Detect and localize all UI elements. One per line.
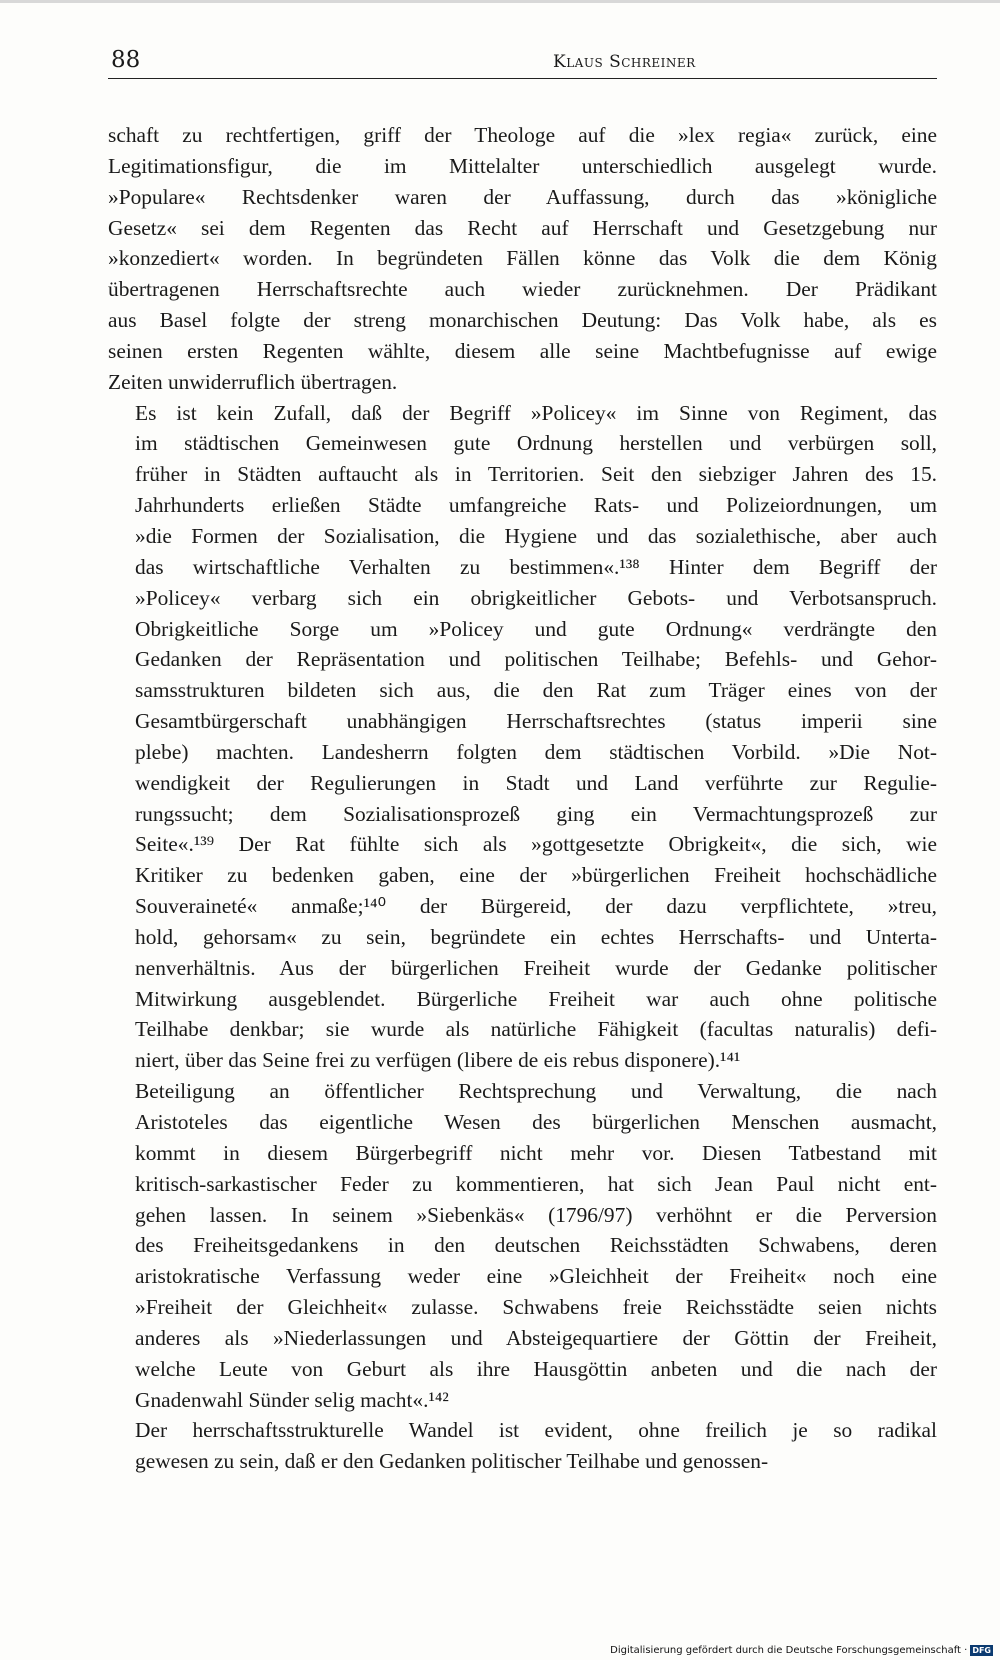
text-line: aristokratische Verfassung weder eine »Gleichheit der Freiheit« noch eine (135, 1264, 937, 1289)
text-line: Mitwirkung ausgeblendet. Bürgerliche Freiheit war auch ohne politische (135, 986, 937, 1011)
text-line: nenverhältnis. Aus der bürgerlichen Freiheit wurde der Gedanke politischer (135, 955, 937, 980)
text-line: hold, gehorsam« zu sein, begründete ein echtes Herrschafts- und Unterta- (135, 924, 937, 949)
text-line: Kritiker zu bedenken gaben, eine der »bürgerlichen Freiheit hochschädliche (135, 863, 937, 888)
body-text (108, 120, 937, 1477)
text-line: samsstrukturen bildeten sich aus, die den Rat zum Träger eines von der (135, 678, 937, 703)
text-line: schaft zu rechtfertigen, griff der Theologe auf die »lex regia« zurück, eine (108, 123, 937, 147)
footer-text: Digitalisierung gefördert durch die Deutsche Forschungsgemeinschaft · (610, 1645, 968, 1656)
text-line: wendigkeit der Regulierungen in Stadt und Land verführte zur Regulie- (135, 770, 937, 795)
text-line: »Freiheit der Gleichheit« zulasse. Schwabens freie Reichsstädte seien nichts (135, 1295, 937, 1320)
text-line: anderes als »Niederlassungen und Absteigequartiere der Göttin der Freiheit, (135, 1325, 937, 1350)
digitization-footer (595, 1644, 993, 1658)
running-head: Klaus Schreiner (553, 52, 696, 72)
paragraph (108, 398, 937, 1077)
paragraph (108, 1076, 937, 1415)
text-line: Gesamtbürgerschaft unabhängigen Herrschaftsrechtes (status imperii sine (135, 709, 937, 734)
text-line: »Policey« verbarg sich ein obrigkeitlicher Gebots- und Verbotsanspruch. (135, 585, 937, 610)
text-line: Legitimationsfigur, die im Mittelalter unterschiedlich ausgelegt wurde. (108, 153, 937, 178)
paragraph (108, 1415, 937, 1477)
text-line: Obrigkeitliche Sorge um »Policey und gute Ordnung« verdrängte den (135, 616, 937, 641)
text-line: seinen ersten Regenten wählte, diesem alle seine Machtbefugnisse auf ewige (108, 338, 937, 363)
text-line: Gesetz« sei dem Regenten das Recht auf Herrschaft und Gesetzgebung nur (108, 215, 937, 240)
text-line: »Populare« Rechtsdenker waren der Auffassung, durch das »königliche (108, 184, 937, 209)
text-line: übertragenen Herrschaftsrechte auch wieder zurücknehmen. Der Prädikant (108, 277, 937, 302)
text-line: Jahrhunderts erließen Städte umfangreiche Rats- und Polizeiordnungen, um (135, 493, 937, 518)
text-line: früher in Städten auftaucht als in Territorien. Seit den siebziger Jahren des 15. (135, 462, 937, 487)
text-line: Gedanken der Repräsentation und politischen Teilhabe; Befehls- und Gehor- (135, 647, 937, 672)
text-line: kritisch-sarkastischer Feder zu kommentieren, hat sich Jean Paul nicht ent- (135, 1171, 937, 1196)
text-line: Es ist kein Zufall, daß der Begriff »Policey« im Sinne von Regiment, das (135, 400, 937, 425)
page-header (108, 46, 937, 76)
text-line: im städtischen Gemeinwesen gute Ordnung herstellen und verbürgen soll, (135, 431, 937, 456)
page-number: 88 (111, 47, 141, 73)
text-line: gewesen zu sein, daß er den Gedanken politischer Teilhabe und genossen- (135, 1449, 769, 1474)
text-line: gehen lassen. In seinem »Siebenkäs« (1796/97) verhöhnt er die Perversion (135, 1202, 937, 1227)
text-line: welche Leute von Geburt als ihre Hausgöttin anbeten und die nach der (135, 1356, 937, 1381)
text-line: aus Basel folgte der streng monarchischen Deutung: Das Volk habe, als es (108, 308, 937, 333)
text-line: Seite«.¹³⁹ Der Rat fühlte sich als »gottgesetzte Obrigkeit«, die sich, wie (135, 832, 937, 857)
text-line: Gnadenwahl Sünder selig macht«.¹⁴² (135, 1387, 449, 1412)
text-line: Der herrschaftsstrukturelle Wandel ist evident, ohne freilich je so radikal (135, 1418, 937, 1443)
paragraph (108, 120, 937, 398)
text-line: »konzediert« worden. In begründeten Fällen könne das Volk die dem König (108, 246, 937, 271)
text-line: plebe) machten. Landesherrn folgten dem städtischen Vorbild. »Die Not- (135, 739, 937, 764)
text-line: kommt in diesem Bürgerbegriff nicht mehr vor. Diesen Tatbestand mit (135, 1140, 937, 1165)
text-line: des Freiheitsgedankens in den deutschen Reichsstädten Schwabens, deren (135, 1233, 937, 1258)
text-line: rungssucht; dem Sozialisationsprozeß ging ein Vermachtungsprozeß zur (135, 801, 937, 826)
header-rule (108, 78, 937, 79)
text-line: das wirtschaftliche Verhalten zu bestimmen«.¹³⁸ Hinter dem Begriff der (135, 554, 937, 579)
text-line: Teilhabe denkbar; sie wurde als natürliche Fähigkeit (facultas naturalis) defi- (135, 1017, 937, 1042)
text-line: Souveraineté« anmaße;¹⁴⁰ der Bürgereid, der dazu verpflichtete, »treu, (135, 894, 937, 919)
scan-edge (0, 0, 1000, 3)
text-line: Zeiten unwiderruflich übertragen. (108, 369, 398, 394)
text-line: Aristoteles das eigentliche Wesen des bürgerlichen Menschen ausmacht, (135, 1110, 937, 1134)
dfg-logo: DFG (972, 1646, 991, 1655)
text-line: niert, über das Seine frei zu verfügen (libere de eis rebus disponere).¹⁴¹ (135, 1048, 741, 1073)
text-line: Beteiligung an öffentlicher Rechtsprechung und Verwaltung, die nach (135, 1079, 937, 1104)
text-line: »die Formen der Sozialisation, die Hygiene und das sozialethische, aber auch (135, 523, 937, 548)
